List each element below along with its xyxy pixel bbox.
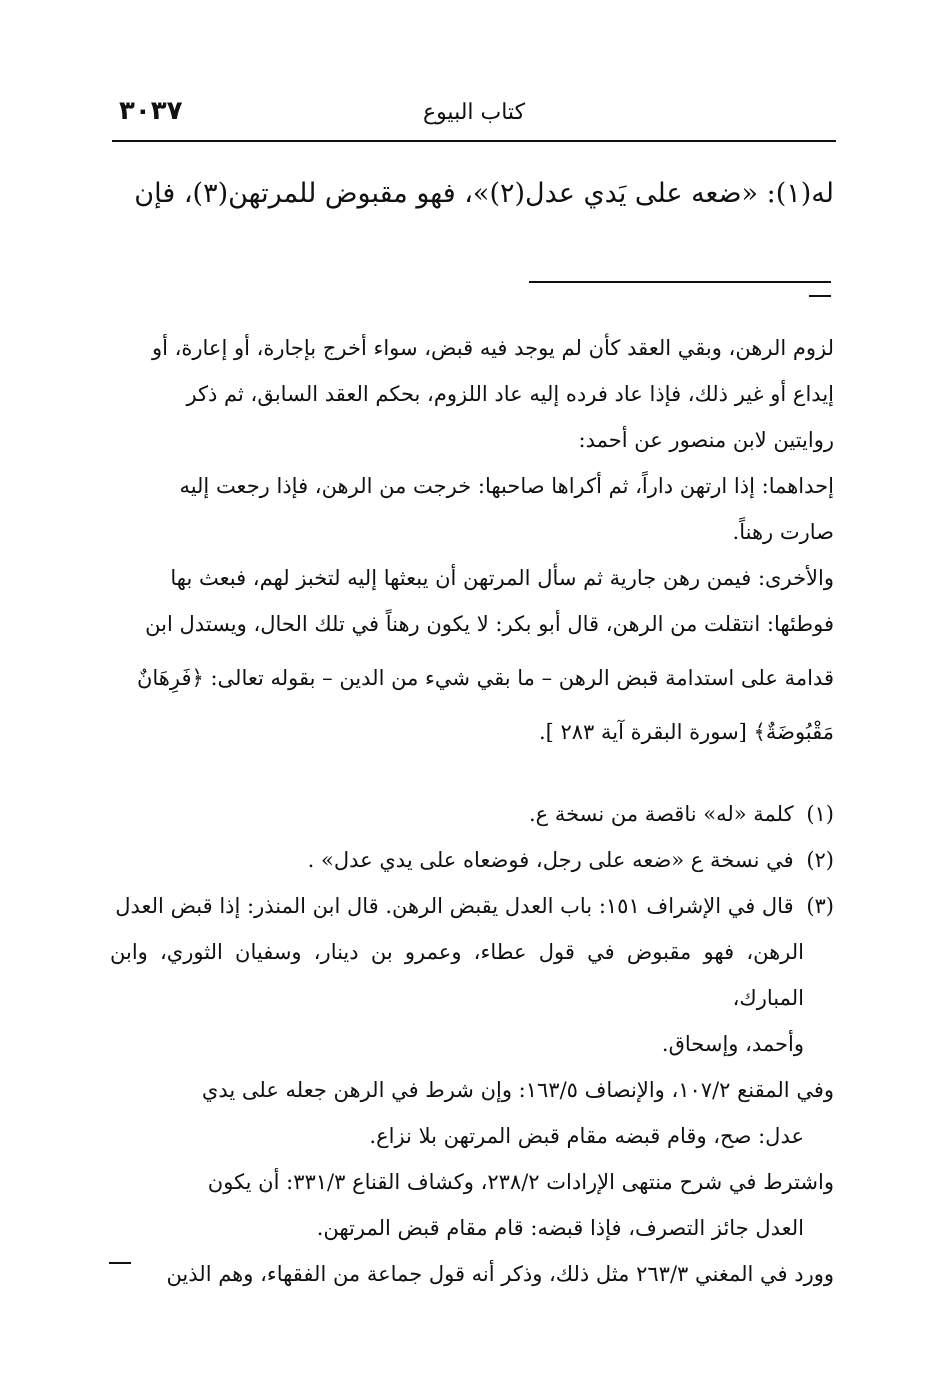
- footnote-number: (٣): [806, 894, 834, 918]
- note-line: قدامة على استدامة قبض الرهن – ما بقي شيء من الدين – بقوله تعالى: ﴿فَرِهَانٌ: [136, 666, 834, 690]
- footnote-text: قال في الإشراف ١٥١: باب العدل يقبض الرهن. قال ابن المنذر: إذا قبض العدل: [115, 894, 794, 918]
- footnote-line: وأحمد، وإسحاق.: [661, 1032, 804, 1056]
- note-line: إحداهما: إذا ارتهن داراً، ثم أكراها صاحبها: خرجت من الرهن، فإذا رجعت إليه: [179, 474, 834, 498]
- continuation-mark: [809, 295, 831, 305]
- note-line: لزوم الرهن، وبقي العقد كأن لم يوجد فيه قبض، سواء أخرج بإجارة، أو إعارة، أو: [151, 336, 834, 360]
- footnotes: [110, 791, 834, 1297]
- footnote-number: (٢): [806, 848, 834, 872]
- note-line: روايتين لابن منصور عن أحمد:: [578, 428, 834, 452]
- page-number: ٣٠٣٧: [119, 96, 183, 126]
- footnote-line: وورد في المغني ٢٦٣/٣ مثل ذلك، وذكر أنه قول جماعة من الفقهاء، وهم الذين: [166, 1262, 834, 1286]
- footnote-line: العدل جائز التصرف، فإذا قبضه: قام مقام قبض المرتهن.: [316, 1216, 804, 1240]
- running-title: كتاب البيوع: [422, 100, 526, 125]
- footnote-3: [110, 883, 834, 929]
- main-text: له(١): «ضعه على يَدي عدل(٢)»، فهو مقبوض للمرتهن(٣)، فإن: [134, 178, 834, 209]
- footnote-text: كلمة «له» ناقصة من نسخة ع.: [528, 802, 794, 826]
- page-header: [113, 96, 835, 136]
- note-line: فوطئها: انتقلت من الرهن، قال أبو بكر: لا يكون رهناً في تلك الحال، ويستدل ابن: [145, 612, 834, 636]
- note-line: مَقْبُوضَةٌ﴾ [سورة البقرة آية ٢٨٣ ].: [538, 720, 834, 744]
- footnote-line: عدل: صح، وقام قبضه مقام قبض المرتهن بلا نزاع.: [369, 1124, 804, 1148]
- header-rule: [112, 140, 836, 142]
- footnote-number: (١): [806, 802, 834, 826]
- footnote-line: واشترط في شرح منتهى الإرادات ٢٣٨/٢، وكشاف القناع ٣٣١/٣: أن يكون: [207, 1170, 834, 1194]
- continued-note: [110, 325, 834, 755]
- continuation-mark-bottom: [109, 1262, 131, 1270]
- note-line: والأخرى: فيمن رهن جارية ثم سأل المرتهن أن يبعثها إليه لتخبز لهم، فبعث بها: [170, 566, 834, 590]
- footnote-1: [110, 791, 834, 837]
- footnote-separator: [529, 281, 831, 283]
- footnote-line: الرهن، فهو مقبوض في قول عطاء، وعمرو بن دينار، وسفيان الثوري، وابن المبارك،: [110, 940, 804, 1010]
- footnote-text: في نسخة ع «ضعه على رجل، فوضعاه على يدي عدل» .: [307, 848, 794, 872]
- footnote-2: [110, 837, 834, 883]
- note-line: صارت رهناً.: [732, 520, 834, 544]
- note-line: إيداع أو غير ذلك، فإذا عاد فرده إليه عاد اللزوم، بحكم العقد السابق، ثم ذكر: [186, 382, 834, 406]
- footnote-line: وفي المقنع ١٠٧/٢، والإنصاف ١٦٣/٥: وإن شرط في الرهن جعله على يدي: [201, 1078, 834, 1102]
